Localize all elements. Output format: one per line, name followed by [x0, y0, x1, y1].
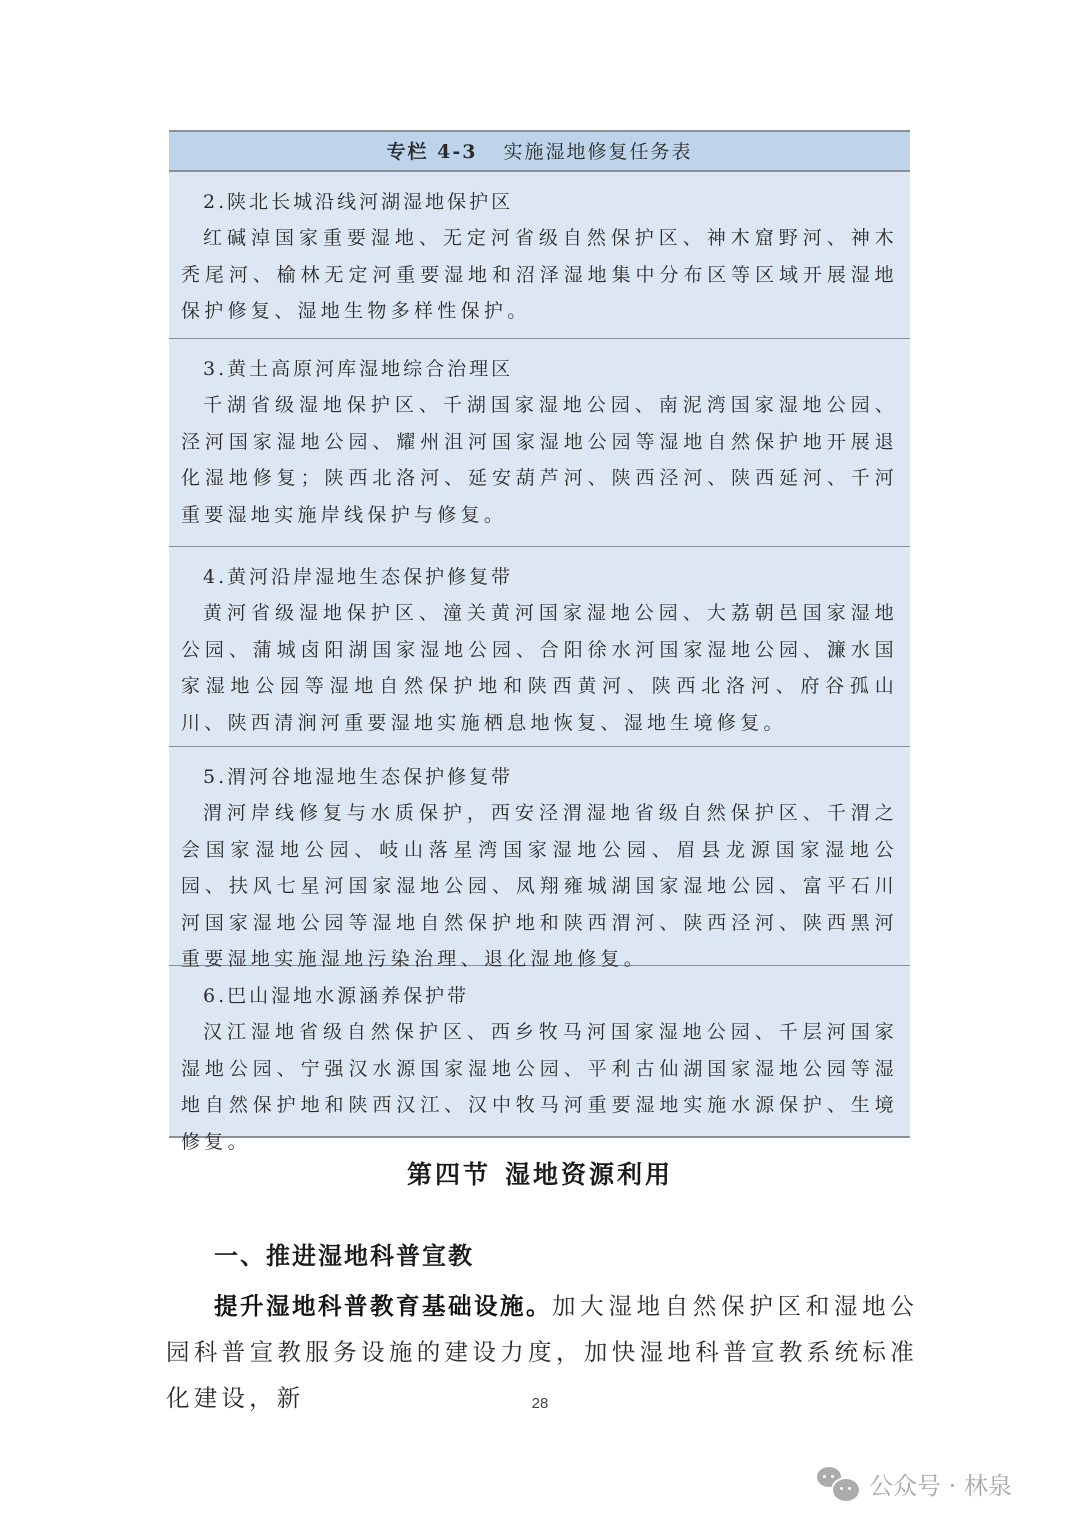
- watermark: [817, 1463, 1012, 1503]
- section-number: 第四节: [406, 1160, 491, 1189]
- column-box-title: [169, 132, 910, 172]
- task-section-heading: 4.黄河沿岸湿地生态保护修复带: [203, 566, 514, 588]
- task-section: [169, 547, 910, 747]
- task-section-heading: 2.陕北长城沿线河湖湿地保护区: [203, 191, 514, 213]
- task-section: [169, 747, 910, 970]
- task-section-heading: 3.黄土高原河库湿地综合治理区: [203, 358, 514, 380]
- task-section-body: 黄河省级湿地保护区、潼关黄河国家湿地公园、大荔朝邑国家湿地公园、蒲城卤阳湖国家湿地公园、合阳徐水河国家湿地公园、濂水国家湿地公园等湿地自然保护地和陕西黄河、陕西北洛河、府谷孤山川、陕西清涧河重要湿地实施栖息地恢复、湿地生境修复。: [181, 602, 898, 734]
- column-number: 专栏 4-3: [386, 141, 478, 163]
- task-section-body: 渭河岸线修复与水质保护，西安泾渭湿地省级自然保护区、千渭之会国家湿地公园、岐山落星湾国家湿地公园、眉县龙源国家湿地公园、扶风七星河国家湿地公园、凤翔雍城湖国家湿地公园、富平石川河国家湿地公园等湿地自然保护地和陕西渭河、陕西泾河、陕西黑河重要湿地实施湿地污染治理、退化湿地修复。: [181, 802, 898, 970]
- paragraph-lead: 提升湿地科普教育基础设施。: [214, 1292, 552, 1320]
- task-section-body: 汉江湿地省级自然保护区、西乡牧马河国家湿地公园、千层河国家湿地公园、宁强汉水源国家湿地公园、平利古仙湖国家湿地公园等湿地自然保护地和陕西汉江、汉中牧马河重要湿地实施水源保护、生境修复。: [181, 1021, 898, 1153]
- column-box: [169, 130, 910, 1153]
- page-number: 28: [531, 1395, 549, 1412]
- subsection-title: 一、推进湿地科普宣教: [214, 1242, 474, 1270]
- paragraph-text: 加大湿地自然保护区和湿地公园科普宣教服务设施的建设力度，加快湿地科普宣教系统标准化建设，新: [166, 1292, 919, 1412]
- column-title-text: 实施湿地修复任务表: [503, 141, 693, 163]
- wechat-icon: [817, 1465, 859, 1501]
- task-section: [169, 339, 910, 547]
- task-section-heading: 6.巴山湿地水源涵养保护带: [203, 985, 470, 1007]
- section-title: [0, 1155, 1080, 1191]
- task-section-heading: 5.渭河谷地湿地生态保护修复带: [203, 766, 514, 788]
- watermark-text: 公众号 · 林泉: [869, 1471, 1012, 1500]
- task-section-body: 红碱淖国家重要湿地、无定河省级自然保护区、神木窟野河、神木秃尾河、榆林无定河重要湿地和沼泽湿地集中分布区等区域开展湿地保护修复、湿地生物多样性保护。: [181, 227, 898, 322]
- section-title-text: 湿地资源利用: [505, 1160, 674, 1189]
- task-section-body: 千湖省级湿地保护区、千湖国家湿地公园、南泥湾国家湿地公园、泾河国家湿地公园、耀州沮河国家湿地公园等湿地自然保护地开展退化湿地修复；陕西北洛河、延安葫芦河、陕西泾河、陕西延河、千河重要湿地实施岸线保护与修复。: [181, 394, 898, 526]
- task-section: [169, 172, 910, 339]
- task-section: [169, 966, 910, 1153]
